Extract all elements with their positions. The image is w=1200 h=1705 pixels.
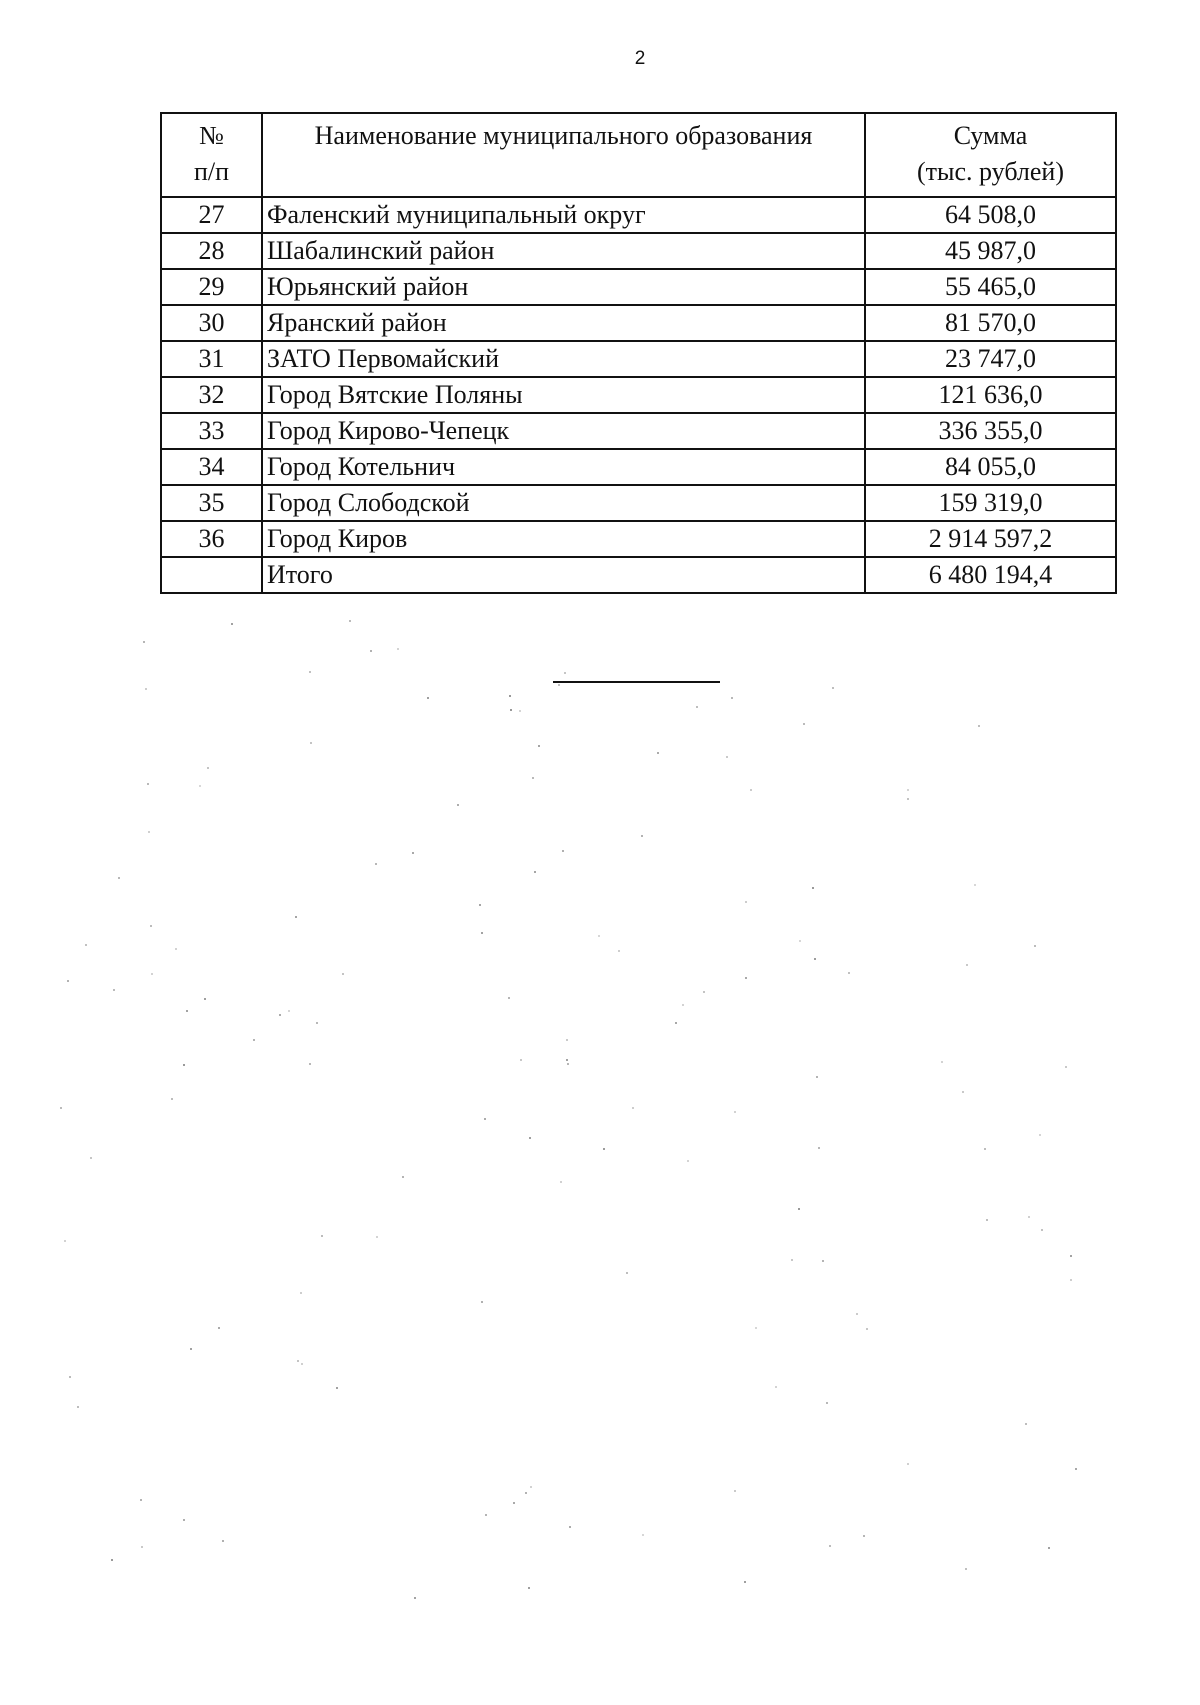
row-sum: 45 987,0 — [865, 233, 1116, 269]
scan-speck — [731, 697, 733, 699]
row-number: 32 — [161, 377, 262, 413]
table-row — [161, 341, 1116, 377]
scan-speck — [1065, 1066, 1067, 1068]
row-municipality: Шабалинский район — [262, 233, 865, 269]
scan-speck — [69, 1376, 71, 1378]
scan-speck — [567, 1063, 569, 1065]
scan-speck — [519, 710, 521, 712]
scan-speck — [111, 1559, 113, 1561]
scan-speck — [962, 1091, 964, 1093]
row-municipality: Город Киров — [262, 521, 865, 557]
scan-speck — [376, 1236, 378, 1238]
scan-speck — [598, 935, 600, 937]
header-num-abbr: п/п — [193, 157, 230, 186]
row-number: 36 — [161, 521, 262, 557]
row-municipality: Город Вятские Поляны — [262, 377, 865, 413]
row-sum: 23 747,0 — [865, 341, 1116, 377]
scan-speck — [974, 884, 976, 886]
scan-speck — [457, 804, 459, 806]
scan-speck — [791, 1259, 793, 1261]
total-number — [161, 557, 262, 593]
scan-speck — [316, 1022, 318, 1024]
row-number: 31 — [161, 341, 262, 377]
scan-speck — [370, 650, 372, 652]
scan-speck — [513, 1502, 515, 1504]
table-row — [161, 521, 1116, 557]
scan-speck — [218, 1327, 220, 1329]
row-number: 27 — [161, 197, 262, 233]
scan-speck — [745, 977, 747, 979]
table-row — [161, 377, 1116, 413]
row-number: 29 — [161, 269, 262, 305]
scan-speck — [745, 901, 747, 903]
end-separator-line — [553, 681, 720, 683]
row-number: 33 — [161, 413, 262, 449]
row-municipality: ЗАТО Первомайский — [262, 341, 865, 377]
scan-speck — [175, 948, 177, 950]
scan-speck — [966, 964, 968, 966]
scan-speck — [336, 1387, 338, 1389]
scan-speck — [525, 1492, 527, 1494]
scan-speck — [231, 623, 233, 625]
scan-speck — [509, 695, 511, 697]
scan-speck — [822, 1260, 824, 1262]
scan-speck — [814, 958, 816, 960]
scan-speck — [77, 1406, 79, 1408]
scan-speck — [529, 1137, 531, 1139]
scan-speck — [288, 1010, 290, 1012]
scan-speck — [1041, 1229, 1043, 1231]
scan-speck — [479, 904, 481, 906]
scan-speck — [798, 1208, 800, 1210]
header-name: Наименование муниципального образования — [262, 113, 865, 197]
scan-speck — [856, 1313, 858, 1315]
scan-speck — [85, 944, 87, 946]
scan-speck — [682, 1004, 684, 1006]
page-number: 2 — [634, 48, 646, 69]
scan-speck — [558, 684, 560, 686]
scan-speck — [397, 648, 399, 650]
row-sum: 84 055,0 — [865, 449, 1116, 485]
scan-speck — [510, 709, 512, 711]
scan-speck — [528, 1587, 530, 1589]
scan-speck — [309, 1063, 311, 1065]
row-sum: 64 508,0 — [865, 197, 1116, 233]
scan-speck — [484, 1118, 486, 1120]
scan-speck — [118, 877, 120, 879]
scan-speck — [564, 672, 566, 674]
scan-speck — [485, 1514, 487, 1516]
row-municipality: Яранский район — [262, 305, 865, 341]
scan-speck — [151, 973, 153, 975]
scan-speck — [726, 756, 728, 758]
scan-speck — [907, 1463, 909, 1465]
scan-speck — [90, 1157, 92, 1159]
scan-speck — [349, 620, 351, 622]
scan-speck — [538, 745, 540, 747]
row-number: 30 — [161, 305, 262, 341]
scan-speck — [207, 767, 209, 769]
scan-speck — [309, 671, 311, 673]
row-sum: 159 319,0 — [865, 485, 1116, 521]
scan-speck — [204, 998, 206, 1000]
row-sum: 81 570,0 — [865, 305, 1116, 341]
header-sum-unit: (тыс. рублей) — [916, 157, 1064, 186]
scan-speck — [481, 932, 483, 934]
row-municipality: Город Слободской — [262, 485, 865, 521]
scan-speck — [744, 1581, 746, 1583]
scan-speck — [734, 1111, 736, 1113]
scan-speck — [560, 1181, 562, 1183]
scan-speck — [520, 1059, 522, 1061]
scan-speck — [848, 972, 850, 974]
scan-speck — [1070, 1255, 1072, 1257]
scan-speck — [64, 1240, 66, 1242]
scan-speck — [750, 789, 752, 791]
scan-speck — [642, 1534, 644, 1536]
scan-speck — [562, 850, 564, 852]
allocation-table — [160, 112, 1117, 594]
scan-speck — [530, 1486, 532, 1488]
row-sum: 336 355,0 — [865, 413, 1116, 449]
scan-speck — [618, 950, 620, 952]
scan-speck — [150, 925, 152, 927]
table-header-row — [161, 113, 1116, 197]
scan-speck — [60, 1107, 62, 1109]
row-municipality: Юрьянский район — [262, 269, 865, 305]
scan-speck — [1070, 1279, 1072, 1281]
scan-speck — [141, 1546, 143, 1548]
row-sum: 2 914 597,2 — [865, 521, 1116, 557]
scan-speck — [696, 706, 698, 708]
row-number: 28 — [161, 233, 262, 269]
scan-speck — [342, 973, 344, 975]
scan-speck — [147, 783, 149, 785]
scan-speck — [183, 1519, 185, 1521]
scan-speck — [907, 789, 909, 791]
scan-speck — [941, 1061, 943, 1063]
total-sum: 6 480 194,4 — [865, 557, 1116, 593]
scan-speck — [310, 742, 312, 744]
scan-speck — [799, 940, 801, 942]
scan-speck — [826, 1402, 828, 1404]
scan-speck — [145, 688, 147, 690]
scan-speck — [171, 1098, 173, 1100]
scan-speck — [222, 1540, 224, 1542]
table-body — [161, 197, 1116, 593]
header-sum — [865, 113, 1116, 197]
scan-speck — [775, 1386, 777, 1388]
table-row — [161, 269, 1116, 305]
scan-speck — [978, 725, 980, 727]
scan-speck — [143, 641, 145, 643]
scan-speck — [1039, 1134, 1041, 1136]
scan-speck — [295, 916, 297, 918]
row-sum: 121 636,0 — [865, 377, 1116, 413]
row-sum: 55 465,0 — [865, 269, 1116, 305]
row-municipality: Фаленский муниципальный округ — [262, 197, 865, 233]
scan-speck — [190, 1348, 192, 1350]
scan-speck — [113, 989, 115, 991]
scan-speck — [402, 1176, 404, 1178]
scan-speck — [412, 852, 414, 854]
scan-speck — [297, 1360, 299, 1362]
scan-speck — [148, 831, 150, 833]
row-municipality: Город Котельнич — [262, 449, 865, 485]
scan-speck — [566, 1059, 568, 1061]
scan-speck — [1075, 1468, 1077, 1470]
scan-speck — [534, 871, 536, 873]
scan-speck — [641, 835, 643, 837]
scan-speck — [199, 785, 201, 787]
scan-speck — [67, 980, 69, 982]
scan-speck — [984, 1148, 986, 1150]
scan-speck — [866, 1328, 868, 1330]
scan-speck — [566, 1039, 568, 1041]
scan-speck — [986, 1219, 988, 1221]
header-sum-title: Сумма — [953, 121, 1028, 150]
scan-speck — [414, 1597, 416, 1599]
scan-speck — [755, 1327, 757, 1329]
scan-speck — [687, 1160, 689, 1162]
scan-speck — [907, 798, 909, 800]
table-row — [161, 449, 1116, 485]
scan-speck — [532, 777, 534, 779]
scan-speck — [1048, 1547, 1050, 1549]
scan-speck — [675, 1022, 677, 1024]
scan-speck — [734, 1490, 736, 1492]
scan-speck — [965, 1568, 967, 1570]
scan-speck — [1028, 1216, 1030, 1218]
scan-speck — [301, 1363, 303, 1365]
table-row — [161, 233, 1116, 269]
table-row — [161, 413, 1116, 449]
scan-speck — [321, 1235, 323, 1237]
scan-speck — [803, 723, 805, 725]
table-row — [161, 305, 1116, 341]
table-total-row — [161, 557, 1116, 593]
total-label: Итого — [262, 557, 865, 593]
table-row — [161, 485, 1116, 521]
scan-speck — [829, 1545, 831, 1547]
scan-speck — [632, 1107, 634, 1109]
scan-speck — [812, 887, 814, 889]
scan-speck — [569, 1526, 571, 1528]
scan-speck — [279, 1014, 281, 1016]
scan-speck — [603, 1148, 605, 1150]
scan-speck — [1025, 1423, 1027, 1425]
scan-speck — [375, 863, 377, 865]
scan-speck — [816, 1076, 818, 1078]
scan-speck — [1034, 945, 1036, 947]
scan-speck — [300, 1292, 302, 1294]
header-num — [161, 113, 262, 197]
row-number: 34 — [161, 449, 262, 485]
row-municipality: Город Кирово-Чепецк — [262, 413, 865, 449]
scan-speck — [508, 997, 510, 999]
scan-speck — [253, 1039, 255, 1041]
scan-speck — [186, 1010, 188, 1012]
scan-speck — [832, 687, 834, 689]
table-row — [161, 197, 1116, 233]
scan-speck — [183, 1064, 185, 1066]
scan-speck — [427, 697, 429, 699]
scan-speck — [657, 752, 659, 754]
scan-speck — [863, 1535, 865, 1537]
scan-speck — [140, 1499, 142, 1501]
scan-speck — [481, 1301, 483, 1303]
scan-speck — [703, 991, 705, 993]
header-num-symbol: № — [199, 121, 224, 150]
row-number: 35 — [161, 485, 262, 521]
scan-speck — [818, 1147, 820, 1149]
scan-speck — [626, 1272, 628, 1274]
